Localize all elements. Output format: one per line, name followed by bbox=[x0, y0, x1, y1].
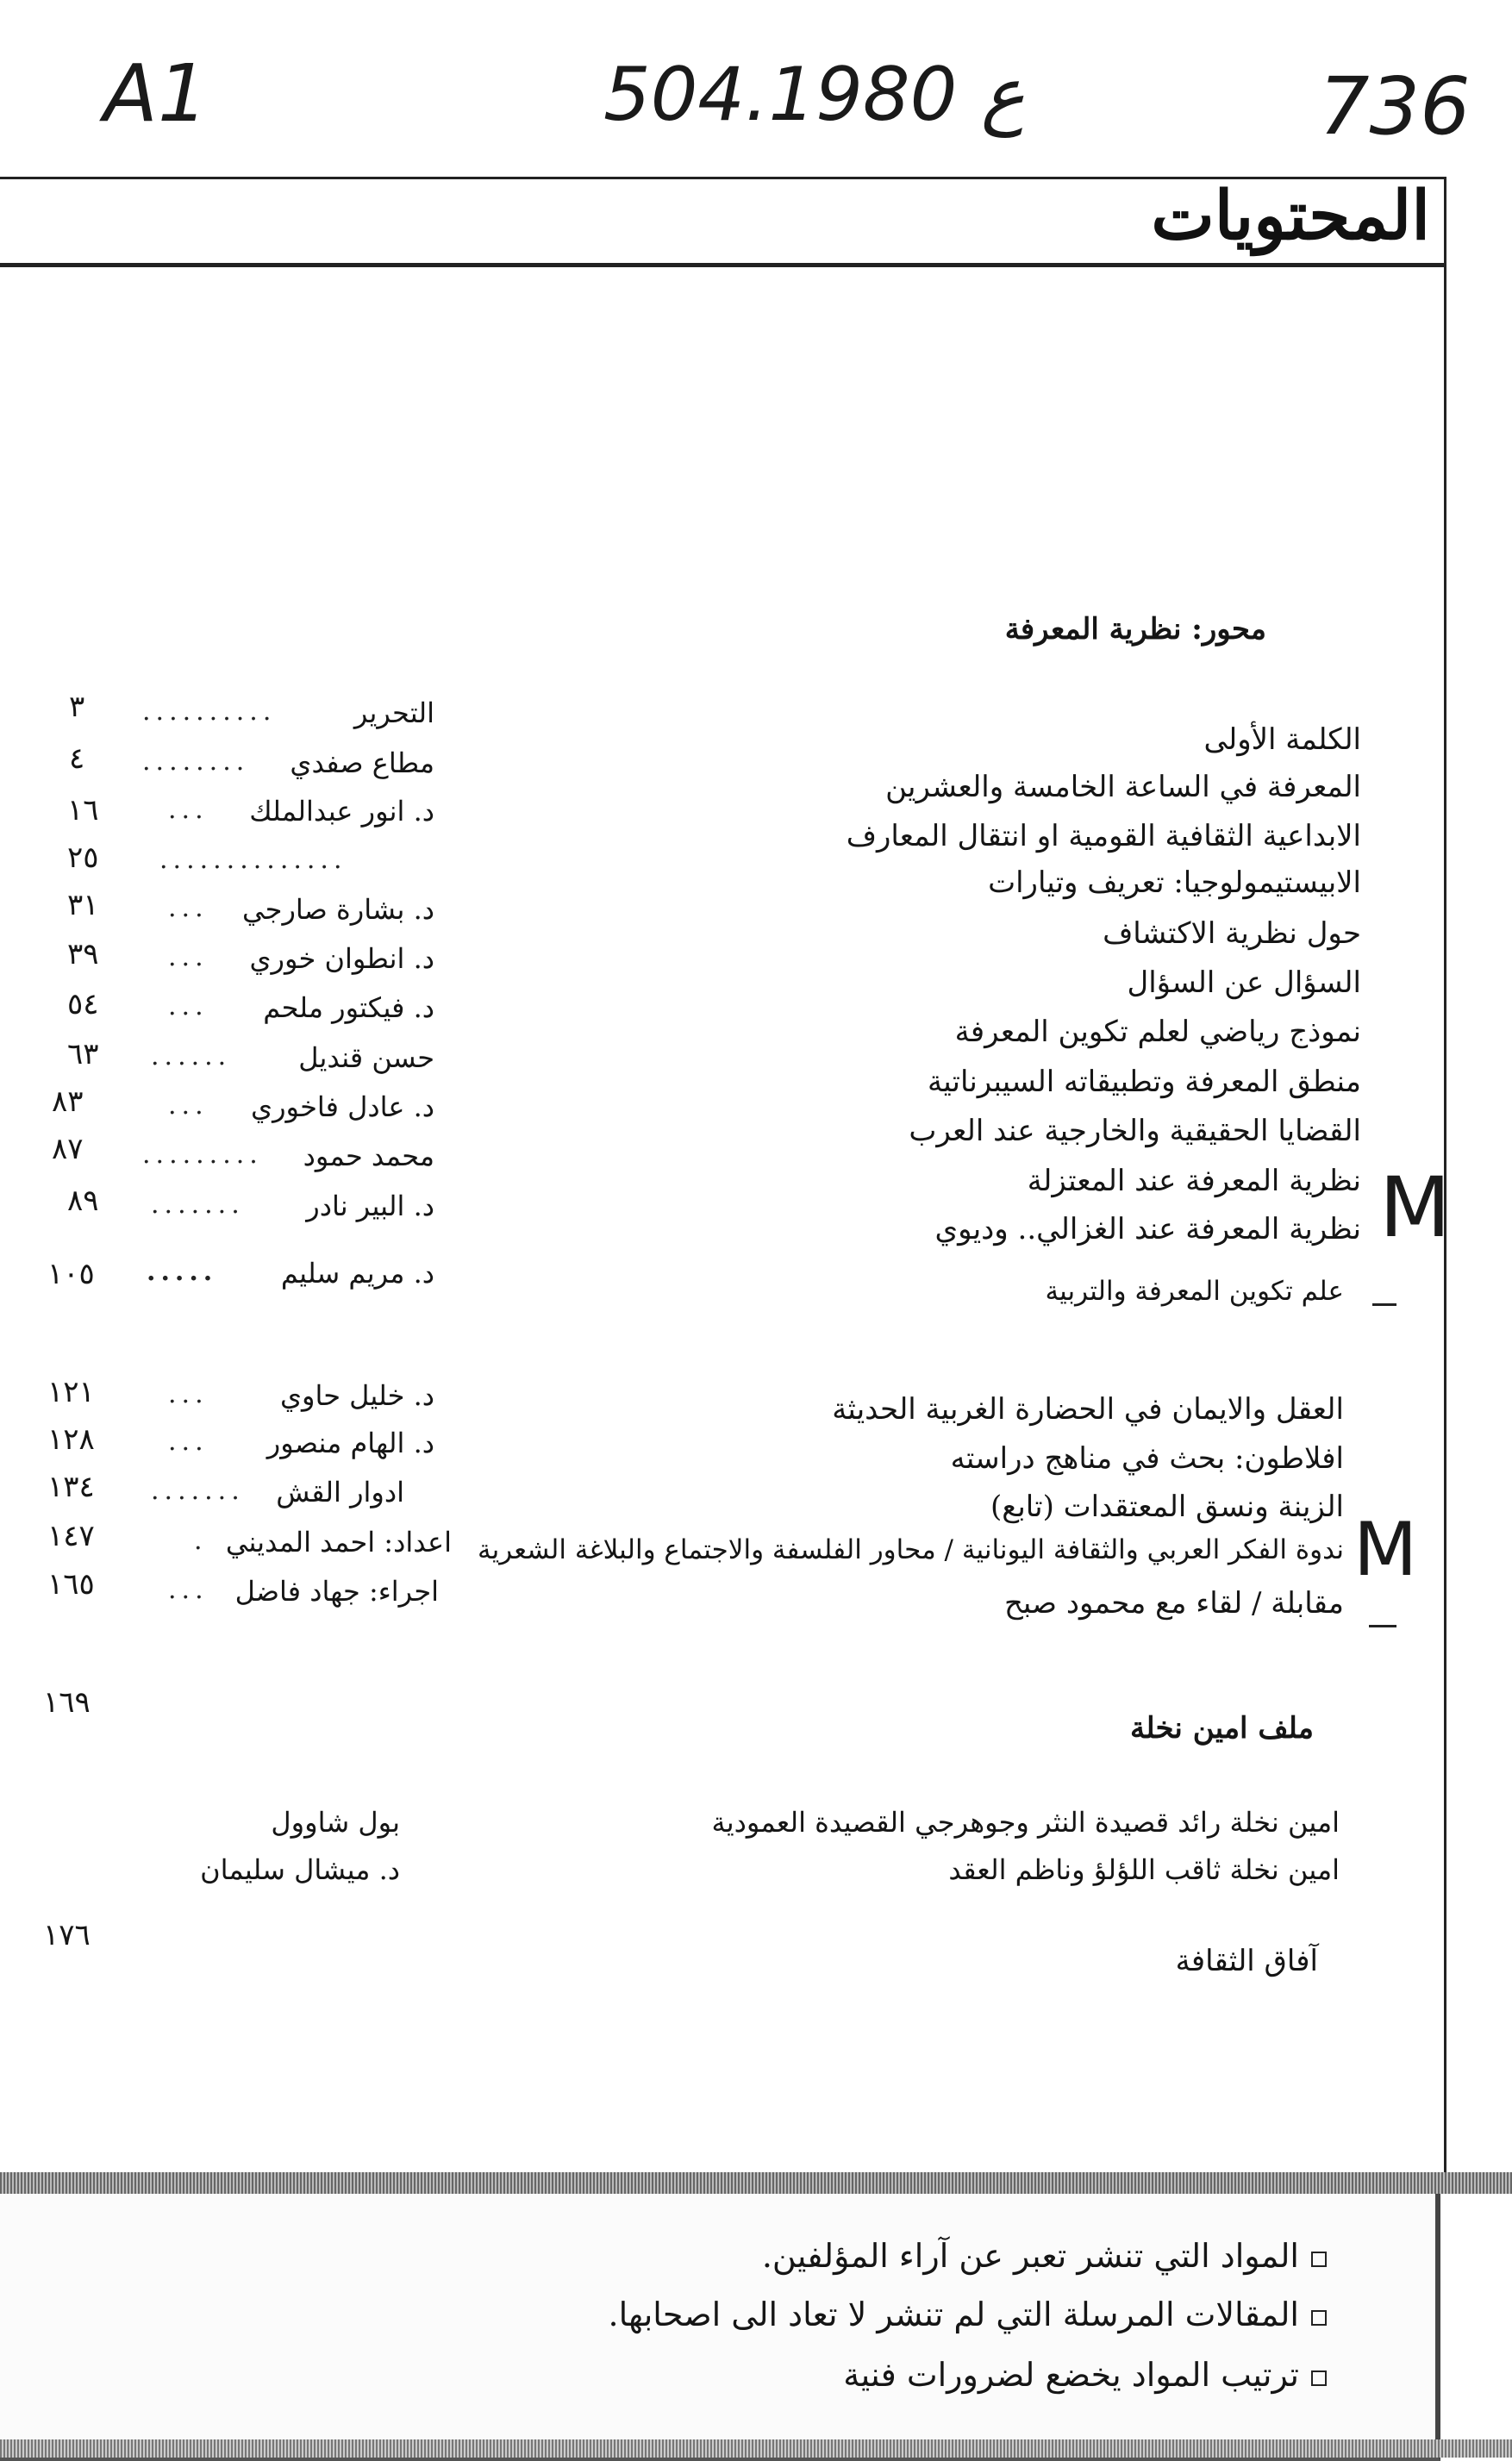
margin-dash bbox=[1369, 1625, 1396, 1627]
toc-title: المعرفة في الساعة الخامسة والعشرين bbox=[885, 770, 1361, 804]
toc-author: محمد حمود bbox=[303, 1140, 434, 1172]
toc-title: العقل والايمان في الحضارة الغربية الحديثة bbox=[832, 1392, 1344, 1427]
file-item-title: امين نخلة رائد قصيدة النثر وجوهرجي القصيدة العمودية bbox=[711, 1806, 1340, 1839]
toc-title: نظرية المعرفة عند الغزالي.. وديوي bbox=[934, 1212, 1361, 1246]
theme-heading bbox=[1005, 612, 1266, 646]
file-item-title: امين نخلة ثاقب اللؤلؤ وناظم العقد bbox=[948, 1853, 1340, 1886]
toc-page: ٤ bbox=[69, 741, 85, 776]
toc-dots: ... bbox=[168, 991, 209, 1021]
toc-page: ١٣٤ bbox=[47, 1470, 95, 1504]
footer-note-text: المقالات المرسلة التي لم تنشر لا تعاد الى اصحابها. bbox=[608, 2295, 1299, 2333]
toc-dots: .............. bbox=[159, 845, 347, 875]
toc-title: افلاطون: بحث في مناهج دراسته bbox=[950, 1441, 1344, 1476]
toc-author: د. الهام منصور bbox=[266, 1427, 434, 1459]
toc-title: السؤال عن السؤال bbox=[1127, 965, 1361, 1000]
toc-page: ١٤٧ bbox=[47, 1519, 95, 1553]
toc-title: حول نظرية الاكتشاف bbox=[1103, 916, 1361, 951]
toc-page: ١٦ bbox=[67, 793, 99, 828]
toc-title: منطق المعرفة وتطبيقاته السيبرناتية bbox=[928, 1065, 1361, 1099]
toc-page: ٣١ bbox=[67, 888, 99, 922]
horizons-title: آفاق الثقافة bbox=[1175, 1944, 1318, 1978]
toc-page: ٨٩ bbox=[67, 1184, 99, 1218]
toc-page: ١٠٥ bbox=[47, 1257, 95, 1291]
toc-page: ٨٣ bbox=[52, 1084, 84, 1119]
theme-label: محور: bbox=[1191, 612, 1266, 646]
toc-author: د. عادل فاخوري bbox=[251, 1090, 434, 1123]
toc-author: د. انطوان خوري bbox=[249, 942, 434, 975]
toc-title: مقابلة / لقاء مع محمود صبح bbox=[1003, 1586, 1344, 1621]
toc-dots: ... bbox=[168, 1427, 209, 1457]
toc-page: ١٢٨ bbox=[47, 1422, 95, 1457]
handwritten-code-right: 736 bbox=[1319, 60, 1471, 153]
toc-author: اجراء: جهاد فاضل bbox=[234, 1575, 439, 1608]
page-title: المحتويات bbox=[1151, 177, 1430, 255]
toc-author: التحرير bbox=[353, 696, 434, 729]
footer-band bbox=[0, 2172, 1512, 2194]
file-item-author: بول شاوول bbox=[271, 1806, 400, 1839]
handwritten-code-left: A1 bbox=[103, 47, 209, 140]
margin-dash bbox=[1372, 1303, 1396, 1306]
file-section-page: ١٦٩ bbox=[43, 1685, 91, 1720]
toc-dots: ... bbox=[168, 1575, 209, 1605]
toc-title: الكلمة الأولى bbox=[1203, 722, 1361, 757]
footer-note bbox=[762, 2237, 1327, 2275]
toc-page: ٨٧ bbox=[52, 1132, 84, 1166]
toc-dots: ... bbox=[168, 942, 209, 972]
footer-note-text: ترتيب المواد يخضع لضرورات فنية bbox=[843, 2356, 1299, 2394]
margin-mark: M bbox=[1353, 1507, 1418, 1593]
footer-note bbox=[843, 2356, 1327, 2394]
file-item-author: د. ميشال سليمان bbox=[200, 1853, 400, 1886]
toc-page: ٣٩ bbox=[67, 937, 99, 971]
toc-author: د. انور عبدالملك bbox=[249, 795, 434, 828]
toc-page: ٣ bbox=[69, 690, 85, 724]
title-rule bbox=[0, 263, 1444, 267]
toc-author: د. بشارة صارجي bbox=[241, 893, 434, 926]
toc-dots: ....... bbox=[151, 1476, 245, 1506]
toc-title: نظرية المعرفة عند المعتزلة bbox=[1027, 1164, 1361, 1198]
toc-author: د. فيكتور ملحم bbox=[263, 991, 434, 1024]
toc-title: نموذج رياضي لعلم تكوين المعرفة bbox=[954, 1015, 1361, 1049]
bullet-box-icon bbox=[1311, 2252, 1327, 2267]
bullet-box-icon bbox=[1311, 2310, 1327, 2326]
toc-dots: ... bbox=[168, 893, 209, 923]
toc-title: الابيستيمولوجيا: تعريف وتيارات bbox=[988, 865, 1361, 900]
toc-author: د. خليل حاوي bbox=[279, 1379, 434, 1412]
theme-value: نظرية المعرفة bbox=[1004, 612, 1182, 646]
footer-note-text: المواد التي تنشر تعبر عن آراء المؤلفين. bbox=[761, 2237, 1299, 2275]
toc-title: الزينة ونسق المعتقدات (تابع) bbox=[990, 1490, 1344, 1524]
toc-author: اعداد: احمد المديني bbox=[225, 1526, 452, 1558]
file-section-title: ملف امين نخلة bbox=[1129, 1711, 1314, 1746]
bullet-box-icon bbox=[1311, 2370, 1327, 2386]
toc-page: ١٦٥ bbox=[47, 1567, 95, 1602]
toc-dots: .......... bbox=[142, 696, 277, 727]
toc-title: علم تكوين المعرفة والتربية bbox=[1045, 1276, 1344, 1307]
toc-dots: ........ bbox=[142, 746, 250, 777]
toc-author: مطاع صفدي bbox=[290, 746, 434, 779]
toc-author: ادوار القش bbox=[276, 1476, 404, 1508]
toc-title: ندوة الفكر العربي والثقافة اليونانية / محاور الفلسفة والاجتماع والبلاغة الشعرية bbox=[477, 1534, 1344, 1565]
toc-title: الابداعية الثقافية القومية او انتقال المعارف bbox=[846, 819, 1361, 853]
toc-dots: ...... bbox=[151, 1041, 232, 1071]
toc-dots: ... bbox=[168, 1090, 209, 1121]
toc-page: ٢٥ bbox=[67, 840, 99, 875]
toc-page: ٦٣ bbox=[67, 1037, 99, 1071]
toc-title: القضايا الحقيقية والخارجية عند العرب bbox=[909, 1114, 1361, 1148]
toc-dots: ... bbox=[168, 1379, 209, 1409]
toc-page: ٥٤ bbox=[67, 987, 99, 1021]
toc-dots: ... bbox=[168, 795, 209, 825]
toc-author: د. مريم سليم bbox=[280, 1257, 434, 1290]
horizons-page: ١٧٦ bbox=[43, 1918, 91, 1952]
toc-author: حسن قنديل bbox=[298, 1041, 434, 1074]
toc-page: ١٢١ bbox=[47, 1375, 95, 1409]
toc-dots: ..... bbox=[147, 1257, 218, 1287]
footer-band-bottom bbox=[0, 2439, 1512, 2458]
toc-dots: ....... bbox=[151, 1190, 245, 1220]
toc-dots: ......... bbox=[142, 1140, 263, 1170]
footer-note bbox=[609, 2295, 1327, 2333]
margin-mark: M bbox=[1379, 1159, 1451, 1256]
toc-author: د. البير نادر bbox=[306, 1190, 434, 1222]
handwritten-code-center: 504.ع 1980 bbox=[603, 52, 1026, 138]
toc-dots: . bbox=[194, 1526, 208, 1556]
